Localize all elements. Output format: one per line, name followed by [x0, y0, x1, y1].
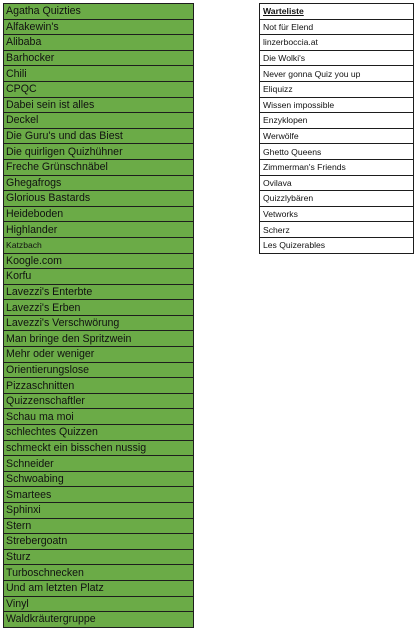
waitlist-cell[interactable]: Wissen impossible — [260, 97, 414, 113]
team-cell[interactable]: Strebergoatn — [4, 534, 194, 550]
team-cell[interactable]: Man bringe den Spritzwein — [4, 331, 194, 347]
waitlist-cell[interactable]: Scherz — [260, 222, 414, 238]
team-row — [4, 35, 194, 51]
waitlist-cell[interactable]: Quizzlybären — [260, 191, 414, 207]
team-cell[interactable]: Ghegafrogs — [4, 175, 194, 191]
team-row — [4, 596, 194, 612]
team-cell[interactable]: Smartees — [4, 487, 194, 503]
team-row — [4, 315, 194, 331]
team-row — [4, 425, 194, 441]
waitlist-row — [260, 175, 414, 191]
team-cell[interactable]: Schwoabing — [4, 471, 194, 487]
team-cell[interactable]: Sphinxi — [4, 503, 194, 519]
team-cell[interactable]: Schau ma moi — [4, 409, 194, 425]
waitlist-cell[interactable]: Werwölfe — [260, 128, 414, 144]
waitlist-cell[interactable]: Les Quizerables — [260, 237, 414, 253]
waitlist-row — [260, 66, 414, 82]
waitlist-row — [260, 128, 414, 144]
team-row — [4, 175, 194, 191]
waitlist-header-row — [260, 4, 414, 20]
team-cell[interactable]: CPQC — [4, 81, 194, 97]
waitlist-cell[interactable]: Vetworks — [260, 206, 414, 222]
team-cell[interactable]: Turboschnecken — [4, 565, 194, 581]
waitlist-row — [260, 144, 414, 160]
waitlist-row — [260, 237, 414, 253]
waitlist-row — [260, 50, 414, 66]
team-cell[interactable]: Korfu — [4, 269, 194, 285]
team-row — [4, 206, 194, 222]
team-row — [4, 128, 194, 144]
team-row — [4, 440, 194, 456]
team-row — [4, 237, 194, 253]
team-row — [4, 549, 194, 565]
team-row — [4, 580, 194, 596]
team-row — [4, 113, 194, 129]
team-cell[interactable]: Barhocker — [4, 50, 194, 66]
waitlist-cell[interactable]: Not für Elend — [260, 19, 414, 35]
waitlist-row — [260, 81, 414, 97]
team-row — [4, 518, 194, 534]
waitlist-cell[interactable]: Die Wolki's — [260, 50, 414, 66]
waitlist-row — [260, 222, 414, 238]
team-row — [4, 81, 194, 97]
team-cell[interactable]: Pizzaschnitten — [4, 378, 194, 394]
team-list-table — [3, 3, 194, 628]
waitlist-row — [260, 191, 414, 207]
team-row — [4, 393, 194, 409]
team-cell[interactable]: Katzbach — [4, 237, 194, 253]
team-row — [4, 191, 194, 207]
team-cell[interactable]: Highlander — [4, 222, 194, 238]
team-cell[interactable]: Freche Grünschnäbel — [4, 159, 194, 175]
waitlist-table — [259, 3, 414, 254]
team-row — [4, 378, 194, 394]
team-cell[interactable]: schmeckt ein bisschen nussig — [4, 440, 194, 456]
waitlist-cell[interactable]: Enzyklopen — [260, 113, 414, 129]
team-cell[interactable]: Deckel — [4, 113, 194, 129]
team-row — [4, 612, 194, 628]
team-cell[interactable]: Chili — [4, 66, 194, 82]
team-cell[interactable]: Und am letzten Platz — [4, 580, 194, 596]
team-cell[interactable]: Heideboden — [4, 206, 194, 222]
waitlist-row — [260, 19, 414, 35]
team-row — [4, 456, 194, 472]
team-row — [4, 362, 194, 378]
waitlist-cell[interactable]: linzerboccia.at — [260, 35, 414, 51]
team-row — [4, 503, 194, 519]
team-row — [4, 487, 194, 503]
team-row — [4, 222, 194, 238]
team-cell[interactable]: Die quirligen Quizhühner — [4, 144, 194, 160]
team-cell[interactable]: Koogle.com — [4, 253, 194, 269]
team-cell[interactable]: Quizzenschaftler — [4, 393, 194, 409]
team-row — [4, 66, 194, 82]
waitlist-cell[interactable]: Never gonna Quiz you up — [260, 66, 414, 82]
team-row — [4, 534, 194, 550]
team-cell[interactable]: Alibaba — [4, 35, 194, 51]
team-row — [4, 253, 194, 269]
team-row — [4, 159, 194, 175]
team-cell[interactable]: Dabei sein ist alles — [4, 97, 194, 113]
waitlist-cell[interactable]: Zimmerman's Friends — [260, 159, 414, 175]
waitlist-row — [260, 97, 414, 113]
team-cell[interactable]: Vinyl — [4, 596, 194, 612]
waitlist-row — [260, 159, 414, 175]
team-cell[interactable]: Lavezzi's Erben — [4, 300, 194, 316]
team-cell[interactable]: Alfakewin's — [4, 19, 194, 35]
team-row — [4, 409, 194, 425]
team-cell[interactable]: Stern — [4, 518, 194, 534]
team-list-body — [4, 4, 194, 628]
team-cell[interactable]: Lavezzi's Enterbte — [4, 284, 194, 300]
waitlist-cell[interactable]: Eliquizz — [260, 81, 414, 97]
waitlist-row — [260, 113, 414, 129]
team-cell[interactable]: schlechtes Quizzen — [4, 425, 194, 441]
team-cell[interactable]: Sturz — [4, 549, 194, 565]
team-row — [4, 471, 194, 487]
team-row — [4, 144, 194, 160]
team-row — [4, 19, 194, 35]
team-cell[interactable]: Glorious Bastards — [4, 191, 194, 207]
team-cell[interactable]: Waldkräutergruppe — [4, 612, 194, 628]
team-cell[interactable]: Schneider — [4, 456, 194, 472]
team-row — [4, 4, 194, 20]
team-row — [4, 565, 194, 581]
waitlist-cell[interactable]: Ovilava — [260, 175, 414, 191]
waitlist-cell[interactable]: Ghetto Queens — [260, 144, 414, 160]
waitlist-row — [260, 35, 414, 51]
team-cell[interactable]: Lavezzi's Verschwörung — [4, 315, 194, 331]
team-cell[interactable]: Mehr oder weniger — [4, 347, 194, 363]
waitlist-body — [260, 4, 414, 254]
team-row — [4, 50, 194, 66]
team-row — [4, 331, 194, 347]
team-cell[interactable]: Die Guru's und das Biest — [4, 128, 194, 144]
waitlist-row — [260, 206, 414, 222]
team-row — [4, 300, 194, 316]
team-row — [4, 284, 194, 300]
waitlist-title[interactable]: Warteliste — [260, 4, 414, 20]
team-row — [4, 269, 194, 285]
team-row — [4, 97, 194, 113]
team-cell[interactable]: Agatha Quizties — [4, 4, 194, 20]
team-cell[interactable]: Orientierungslose — [4, 362, 194, 378]
team-row — [4, 347, 194, 363]
